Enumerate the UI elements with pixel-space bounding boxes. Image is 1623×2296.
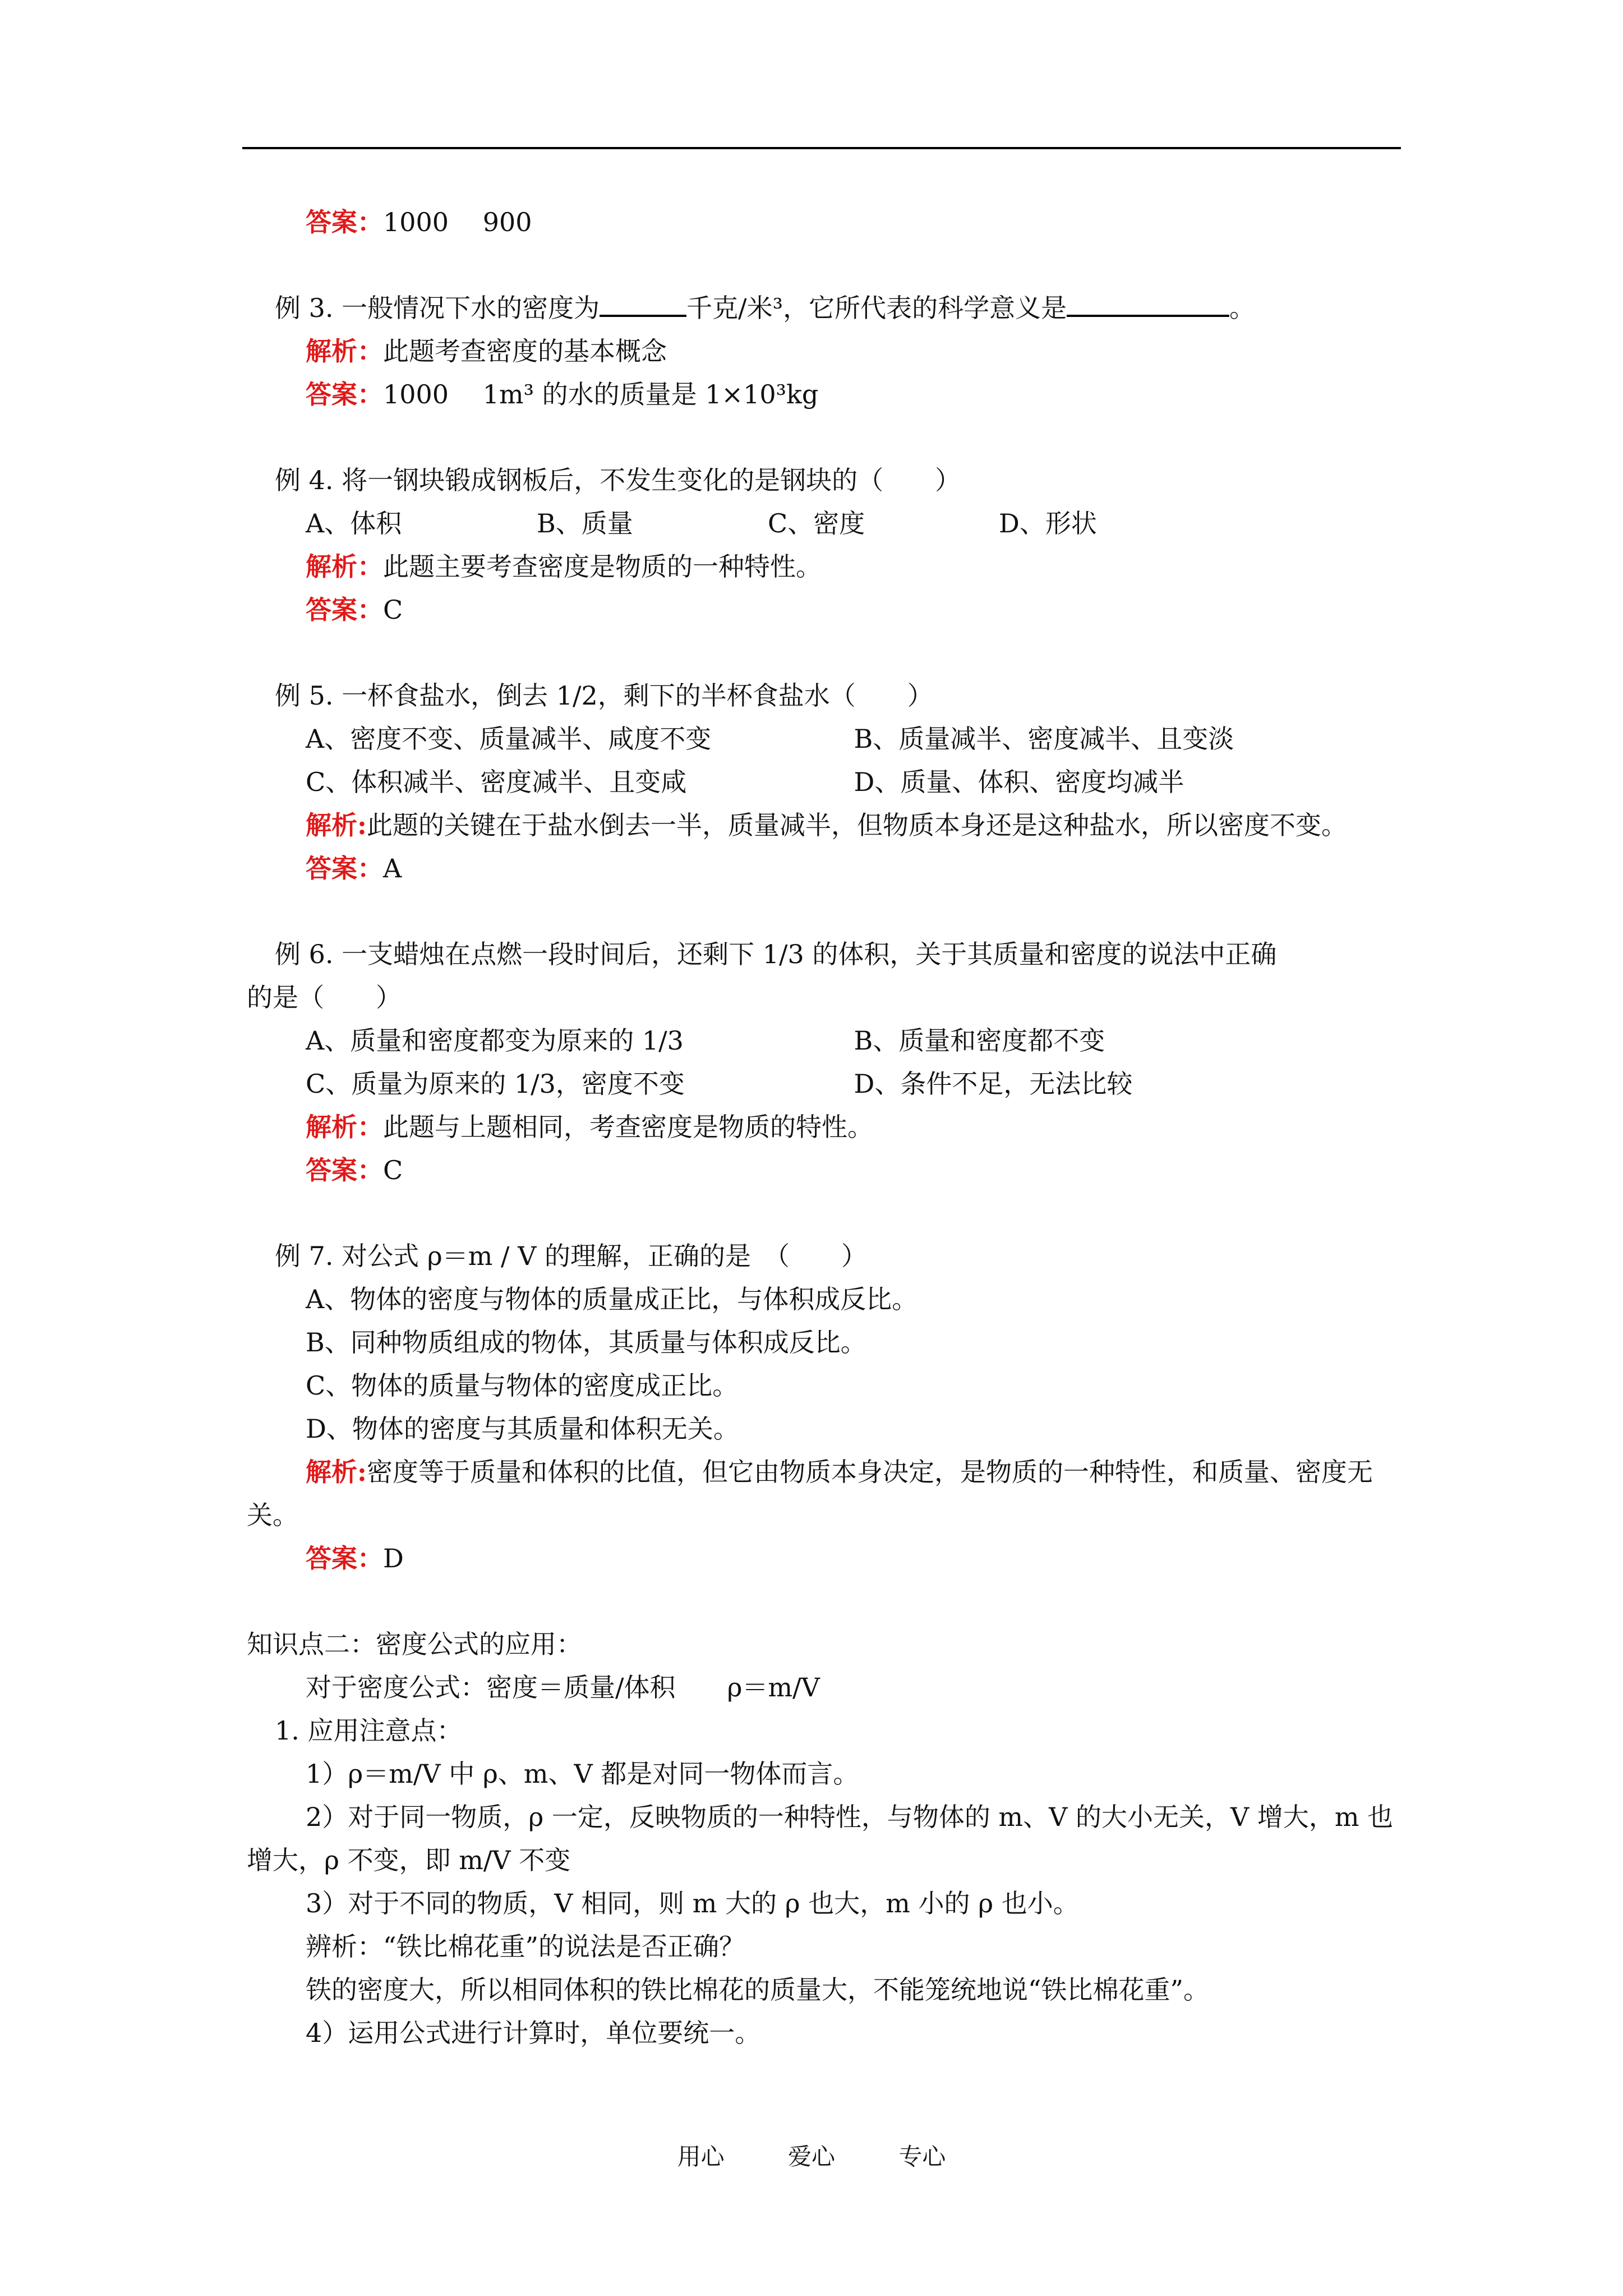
ex6-stem-line2: 的是（ ） — [247, 982, 402, 1013]
option-d: D、条件不足，无法比较 — [854, 1069, 1133, 1099]
answer-label: 答案： — [306, 1543, 383, 1573]
fill-blank — [1067, 288, 1229, 317]
ex2-answer-line — [247, 201, 1402, 244]
option-c: C、物体的质量与物体的密度成正比。 — [306, 1370, 739, 1401]
ex4-answer: 答案：C — [306, 595, 403, 625]
ex3-analysis: 解析：此题考查密度的基本概念 — [306, 336, 667, 366]
ex3-answer: 答案：1000 1m³ 的水的质量是 1×10³kg — [306, 379, 819, 409]
kp2-title: 知识点二：密度公式的应用： — [247, 1629, 582, 1659]
ex3-stem: 例 3. 一般情况下水的密度为 千克/米³，它所代表的科学意义是 。 — [247, 287, 1402, 330]
kp2-formula: 对于密度公式：密度＝质量/体积 ρ＝m/V — [306, 1672, 820, 1703]
ex6-stem-line1: 例 6. 一支蜡烛在点燃一段时间后，还剩下 1/3 的体积，关于其质量和密度的说法中正确 — [275, 939, 1277, 969]
option-b: B、质量 — [537, 508, 633, 539]
option-b: B、同种物质组成的物体，其质量与体积成反比。 — [306, 1327, 866, 1358]
analysis-label: 解析： — [306, 1112, 383, 1142]
option-a: A、体积 — [306, 508, 402, 539]
option-a: A、密度不变、质量减半、咸度不变 — [306, 724, 712, 754]
kp2-point-1: 1）ρ＝m/V 中 ρ、m、V 都是对同一物体而言。 — [306, 1759, 859, 1789]
kp2-point-4: 4）运用公式进行计算时，单位要统一。 — [306, 2018, 761, 2048]
option-c: C、密度 — [768, 508, 865, 539]
document-body — [247, 201, 1402, 2055]
ex6-options-row2 — [247, 1062, 1402, 1106]
ex4-analysis: 解析：此题主要考查密度是物质的一种特性。 — [306, 551, 822, 582]
answer-label: 答案： — [306, 853, 383, 884]
analysis-label: 解析: — [306, 1457, 367, 1487]
option-a: A、物体的密度与物体的质量成正比，与体积成反比。 — [306, 1284, 918, 1314]
analysis-label: 解析： — [306, 551, 383, 582]
ex4-stem: 例 4. 将一钢块锻成钢板后，不发生变化的是钢块的（ ） — [275, 465, 961, 495]
kp2-discussion-answer: 铁的密度大，所以相同体积的铁比棉花的质量大，不能笼统地说“铁比棉花重”。 — [306, 1975, 1210, 2005]
ex4-options — [247, 502, 1402, 545]
analysis-label: 解析: — [306, 810, 367, 840]
option-d: D、物体的密度与其质量和体积无关。 — [306, 1414, 739, 1444]
ex5-analysis: 解析:此题的关键在于盐水倒去一半，质量减半，但物质本身还是这种盐水，所以密度不变。 — [306, 810, 1347, 840]
answer-label: 答案： — [306, 595, 383, 625]
option-d: D、形状 — [999, 508, 1097, 539]
fill-blank — [600, 288, 686, 317]
answer-label: 答案： — [306, 207, 383, 237]
kp2-subheading: 1. 应用注意点： — [275, 1715, 463, 1746]
kp2-point-2: 2）对于同一物质，ρ 一定，反映物质的一种特性，与物体的 m、V 的大小无关，V 增大，m 也增大，ρ 不变，即 m/V 不变 — [247, 1802, 1394, 1875]
ex2-answer: 1000 900 — [383, 207, 532, 237]
option-d: D、质量、体积、密度均减半 — [854, 767, 1184, 797]
option-a: A、质量和密度都变为原来的 1/3 — [306, 1025, 684, 1056]
option-b: B、质量和密度都不变 — [854, 1025, 1105, 1056]
answer-label: 答案： — [306, 1155, 383, 1185]
option-c: C、体积减半、密度减半、且变咸 — [306, 767, 687, 797]
ex6-analysis: 解析：此题与上题相同，考查密度是物质的特性。 — [306, 1112, 873, 1142]
page-footer — [0, 2138, 1623, 2172]
footer-text: 专心 — [898, 2143, 946, 2170]
option-c: C、质量为原来的 1/3，密度不变 — [306, 1069, 685, 1099]
ex5-options-row2 — [247, 761, 1402, 804]
ex6-options-row1 — [247, 1019, 1402, 1062]
ex6-answer: 答案：C — [306, 1155, 403, 1185]
answer-label: 答案： — [306, 379, 383, 409]
kp2-discussion: 辨析：“铁比棉花重”的说法是否正确？ — [306, 1931, 745, 1962]
ex7-answer: 答案：D — [306, 1543, 404, 1573]
ex5-stem: 例 5. 一杯食盐水，倒去 1/2，剩下的半杯食盐水（ ） — [275, 680, 933, 711]
ex7-analysis: 解析:密度等于质量和体积的比值，但它由物质本身决定，是物质的一种特性，和质量、密度无关。 — [247, 1457, 1373, 1530]
header-rule — [242, 147, 1401, 149]
footer-text: 用心 — [677, 2143, 725, 2170]
ex7-stem: 例 7. 对公式 ρ＝m / V 的理解，正确的是 （ ） — [275, 1241, 868, 1271]
ex5-options-row1 — [247, 717, 1402, 761]
ex5-answer: 答案：A — [306, 853, 402, 884]
option-b: B、质量减半、密度减半、且变淡 — [854, 724, 1234, 754]
kp2-point-3: 3）对于不同的物质，V 相同，则 m 大的 ρ 也大，m 小的 ρ 也小。 — [306, 1888, 1079, 1918]
footer-text: 爱心 — [787, 2143, 835, 2170]
analysis-label: 解析： — [306, 336, 383, 366]
